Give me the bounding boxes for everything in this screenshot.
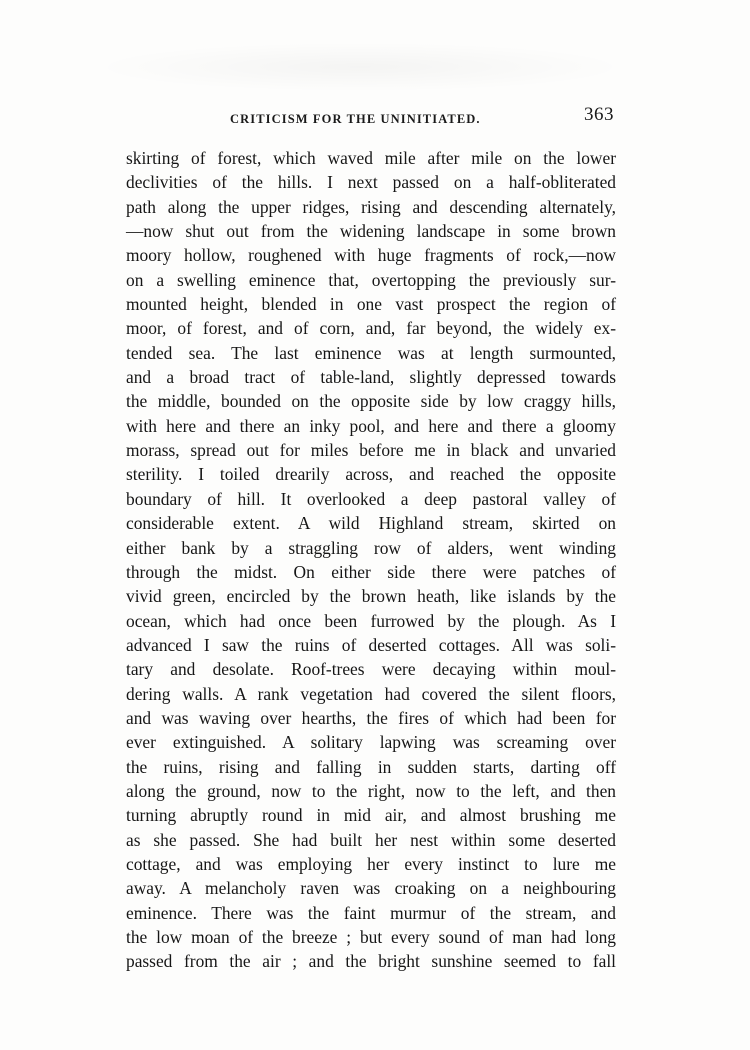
text-line: ocean, which had once been furrowed by the plough. As I: [126, 610, 616, 631]
running-title: CRITICISM FOR THE UNINITIATED.: [230, 112, 481, 126]
text-line: declivities of the hills. I next passed on a half-obliterated: [126, 172, 616, 193]
text-line: along the ground, now to the right, now to the left, and then: [126, 780, 616, 801]
text-line: morass, spread out for miles before me in black and unvaried: [126, 440, 616, 461]
text-line: vivid green, encircled by the brown heath, like islands by the: [126, 586, 616, 607]
text-line: turning abruptly round in mid air, and almost brushing me: [126, 805, 616, 826]
text-line: tary and desolate. Roof-trees were decaying within moul-: [126, 659, 616, 680]
text-line: moory hollow, roughened with huge fragments of rock,—now: [126, 245, 616, 266]
text-line: the middle, bounded on the opposite side by low craggy hills,: [126, 391, 616, 412]
text-line: mounted height, blended in one vast prospect the region of: [126, 294, 616, 315]
text-line: the ruins, rising and falling in sudden starts, darting off: [126, 756, 616, 777]
text-line: and was waving over hearths, the fires of which had been for: [126, 707, 616, 728]
text-line: —now shut out from the widening landscape in some brown: [126, 221, 616, 242]
text-line: advanced I saw the ruins of deserted cottages. All was soli-: [126, 634, 616, 655]
text-line: cottage, and was employing her every instinct to lure me: [126, 853, 616, 874]
text-line: moor, of forest, and of corn, and, far beyond, the widely ex-: [126, 318, 616, 339]
text-line: eminence. There was the faint murmur of the stream, and: [126, 902, 616, 923]
text-line: as she passed. She had built her nest within some deserted: [126, 829, 616, 850]
text-line: tended sea. The last eminence was at length surmounted,: [126, 342, 616, 363]
text-line: with here and there an inky pool, and here and there a gloomy: [126, 415, 616, 436]
text-line: either bank by a straggling row of alders, went winding: [126, 537, 616, 558]
running-head: [126, 104, 614, 134]
text-line: on a swelling eminence that, overtopping the previously sur-: [126, 269, 616, 290]
text-line: boundary of hill. It overlooked a deep pastoral valley of: [126, 488, 616, 509]
body-text: [126, 146, 616, 974]
text-line: and a broad tract of table-land, slightly depressed towards: [126, 367, 616, 388]
text-line: passed from the air ; and the bright sunshine seemed to fall: [126, 951, 616, 972]
scan-smudge: [90, 42, 630, 92]
text-line: path along the upper ridges, rising and descending alternately,: [126, 196, 616, 217]
text-line: skirting of forest, which waved mile after mile on the lower: [126, 148, 616, 168]
text-line: ever extinguished. A solitary lapwing was screaming over: [126, 732, 616, 753]
text-line: considerable extent. A wild Highland stream, skirted on: [126, 513, 616, 534]
page-number: 363: [584, 104, 614, 125]
text-line: dering walls. A rank vegetation had covered the silent floors,: [126, 683, 616, 704]
text-line: through the midst. On either side there were patches of: [126, 561, 616, 582]
text-line: sterility. I toiled drearily across, and reached the opposite: [126, 464, 616, 485]
text-line: away. A melancholy raven was croaking on a neighbouring: [126, 878, 616, 899]
text-line: the low moan of the breeze ; but every sound of man had long: [126, 927, 616, 947]
